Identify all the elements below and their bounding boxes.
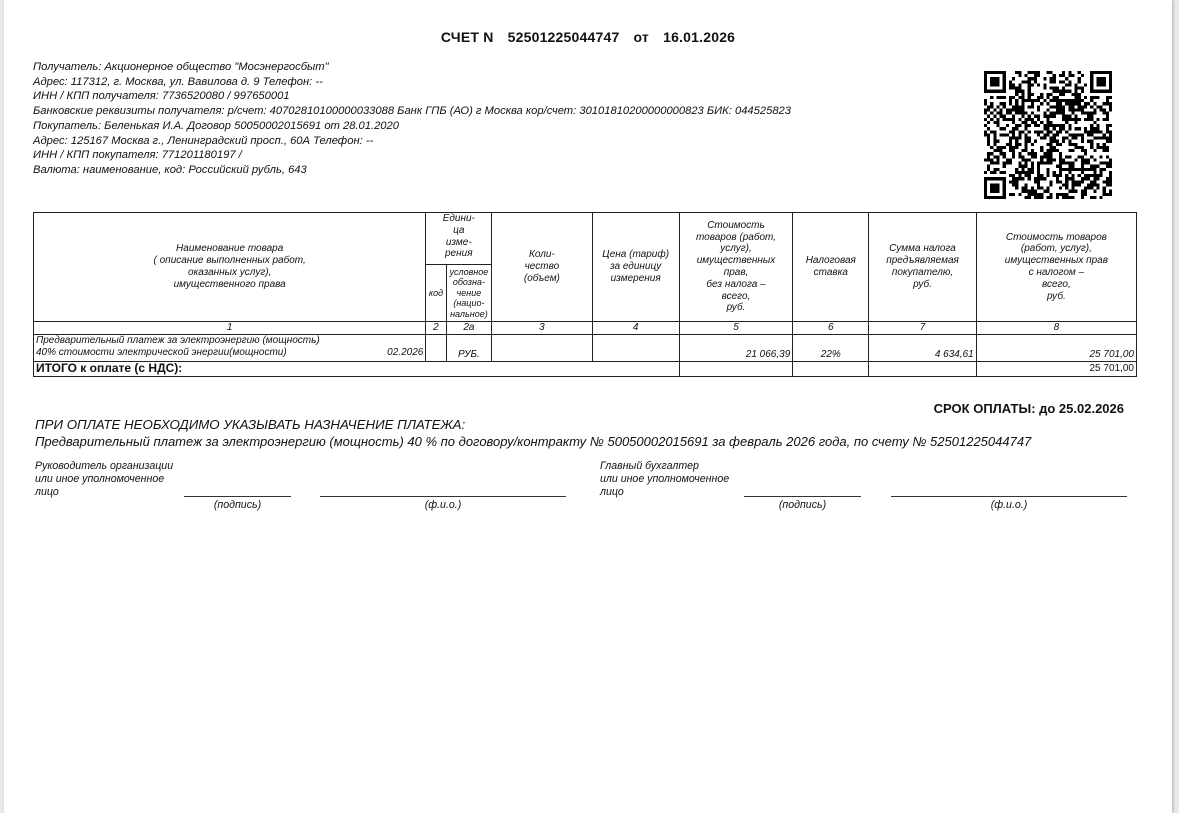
item-cost-with-tax: 25 701,00 [976, 335, 1136, 362]
qr-code-icon [984, 71, 1112, 199]
invoice-title [4, 29, 1172, 45]
recipient-line: Получатель: Акционерное общество "Мосэнергосбыт" [33, 61, 329, 73]
accountant-signature-line [744, 496, 861, 497]
column-number: 7 [869, 322, 976, 335]
total-row [34, 362, 1137, 377]
head-signature-label: Руководитель организации или иное уполномоченное лицо [35, 460, 174, 498]
accountant-name-caption: (ф.и.о.) [990, 499, 1028, 511]
item-quantity [492, 335, 592, 362]
column-number: 2а [446, 322, 492, 335]
column-number: 1 [34, 322, 426, 335]
table-row [34, 335, 1137, 362]
accountant-signature-caption: (подпись) [778, 499, 827, 511]
head-name-caption: (ф.и.о.) [424, 499, 462, 511]
accountant-signature-label: Главный бухгалтер или иное уполномоченное лицо [600, 460, 730, 498]
item-line: Предварительный платеж за электроэнергию (мощность) [36, 335, 320, 346]
currency-line: Валюта: наименование, код: Российский рубль, 643 [33, 163, 307, 176]
header-cost-with-tax: Стоимость товаров (работ, услуг), имущественных прав с налогом – всего, руб. [976, 213, 1136, 322]
recipient-address: Адрес: 117312, г. Москва, ул. Вавилова д. 9 Телефон: -- [33, 75, 323, 88]
column-number: 6 [793, 322, 869, 335]
recipient-inn: ИНН / КПП получателя: 7736520080 / 997650001 [33, 90, 290, 103]
item-line: 40% стоимости электрической энергии(мощности) [36, 346, 287, 358]
header-cost-no-tax: Стоимость товаров (работ, услуг), имущественных прав, без налога – всего, руб. [679, 213, 793, 322]
header-quantity: Коли- чество (объем) [492, 213, 592, 322]
header-unit-code: код [426, 265, 446, 322]
column-number: 5 [679, 322, 793, 335]
item-unit-code [426, 335, 446, 362]
total-empty [679, 362, 793, 377]
item-tax-sum: 4 634,61 [869, 335, 976, 362]
invoice-label: СЧЕТ N [440, 29, 494, 45]
item-unit-symbol: РУБ. [446, 335, 492, 362]
buyer-line: Покупатель: Беленькая И.А. Договор 50050002015691 от 28.01.2020 [33, 119, 399, 132]
due-date: СРОК ОПЛАТЫ: до 25.02.2026 [933, 401, 1124, 416]
header-tax-sum: Сумма налога предъявляемая покупателю, руб. [869, 213, 976, 322]
total-empty [793, 362, 869, 377]
item-period: 02.2026 [387, 346, 424, 358]
buyer-address: Адрес: 125167 Москва г., Ленинградский просп., 60А Телефон: -- [33, 134, 374, 147]
payment-note-heading: ПРИ ОПЛАТЕ НЕОБХОДИМО УКАЗЫВАТЬ НАЗНАЧЕНИЕ ПЛАТЕЖА: [35, 417, 466, 432]
header-unit: Едини- ца изме- рения [426, 213, 492, 265]
invoice-number: 52501225044747 [507, 29, 620, 45]
column-number-row [34, 322, 1137, 335]
column-number: 8 [976, 322, 1136, 335]
column-number: 3 [492, 322, 592, 335]
column-number: 2 [426, 322, 446, 335]
column-number: 4 [592, 322, 679, 335]
accountant-name-line [891, 496, 1127, 497]
item-description [34, 335, 426, 362]
invoice-page [4, 0, 1172, 813]
head-signature-caption: (подпись) [213, 499, 262, 511]
party-info [33, 60, 791, 178]
header-tax-rate: Налоговая ставка [793, 213, 869, 322]
total-empty [869, 362, 976, 377]
head-name-line [320, 496, 566, 497]
header-unit-symbol: условное обозна- чение (нацио- нальное) [446, 265, 492, 322]
payment-purpose: Предварительный платеж за электроэнергию (мощность) 40 % по договору/контракту № 50050002015691 за февраль 2026 года, по счету № 52501225044747 [35, 434, 1032, 449]
item-tax-rate: 22% [793, 335, 869, 362]
total-label: ИТОГО к оплате (с НДС): [34, 362, 680, 377]
item-line-row [36, 347, 423, 359]
buyer-inn: ИНН / КПП покупателя: 771201180197 / [33, 149, 242, 162]
header-name: Наименование товара ( описание выполненных работ, оказанных услуг), имущественного права [34, 213, 426, 322]
header-price: Цена (тариф) за единицу измерения [592, 213, 679, 322]
bank-details: Банковские реквизиты получателя: р/счет: 40702810100000033088 Банк ГПБ (АО) г Москва кор/счет: 30101810200000000823 БИК: 044525823 [33, 105, 791, 118]
item-price [592, 335, 679, 362]
invoice-table [33, 212, 1137, 377]
total-value: 25 701,00 [976, 362, 1136, 377]
item-cost-no-tax: 21 066,39 [679, 335, 793, 362]
invoice-from: от [633, 29, 649, 45]
head-signature-line [184, 496, 291, 497]
invoice-date: 16.01.2026 [663, 29, 736, 45]
